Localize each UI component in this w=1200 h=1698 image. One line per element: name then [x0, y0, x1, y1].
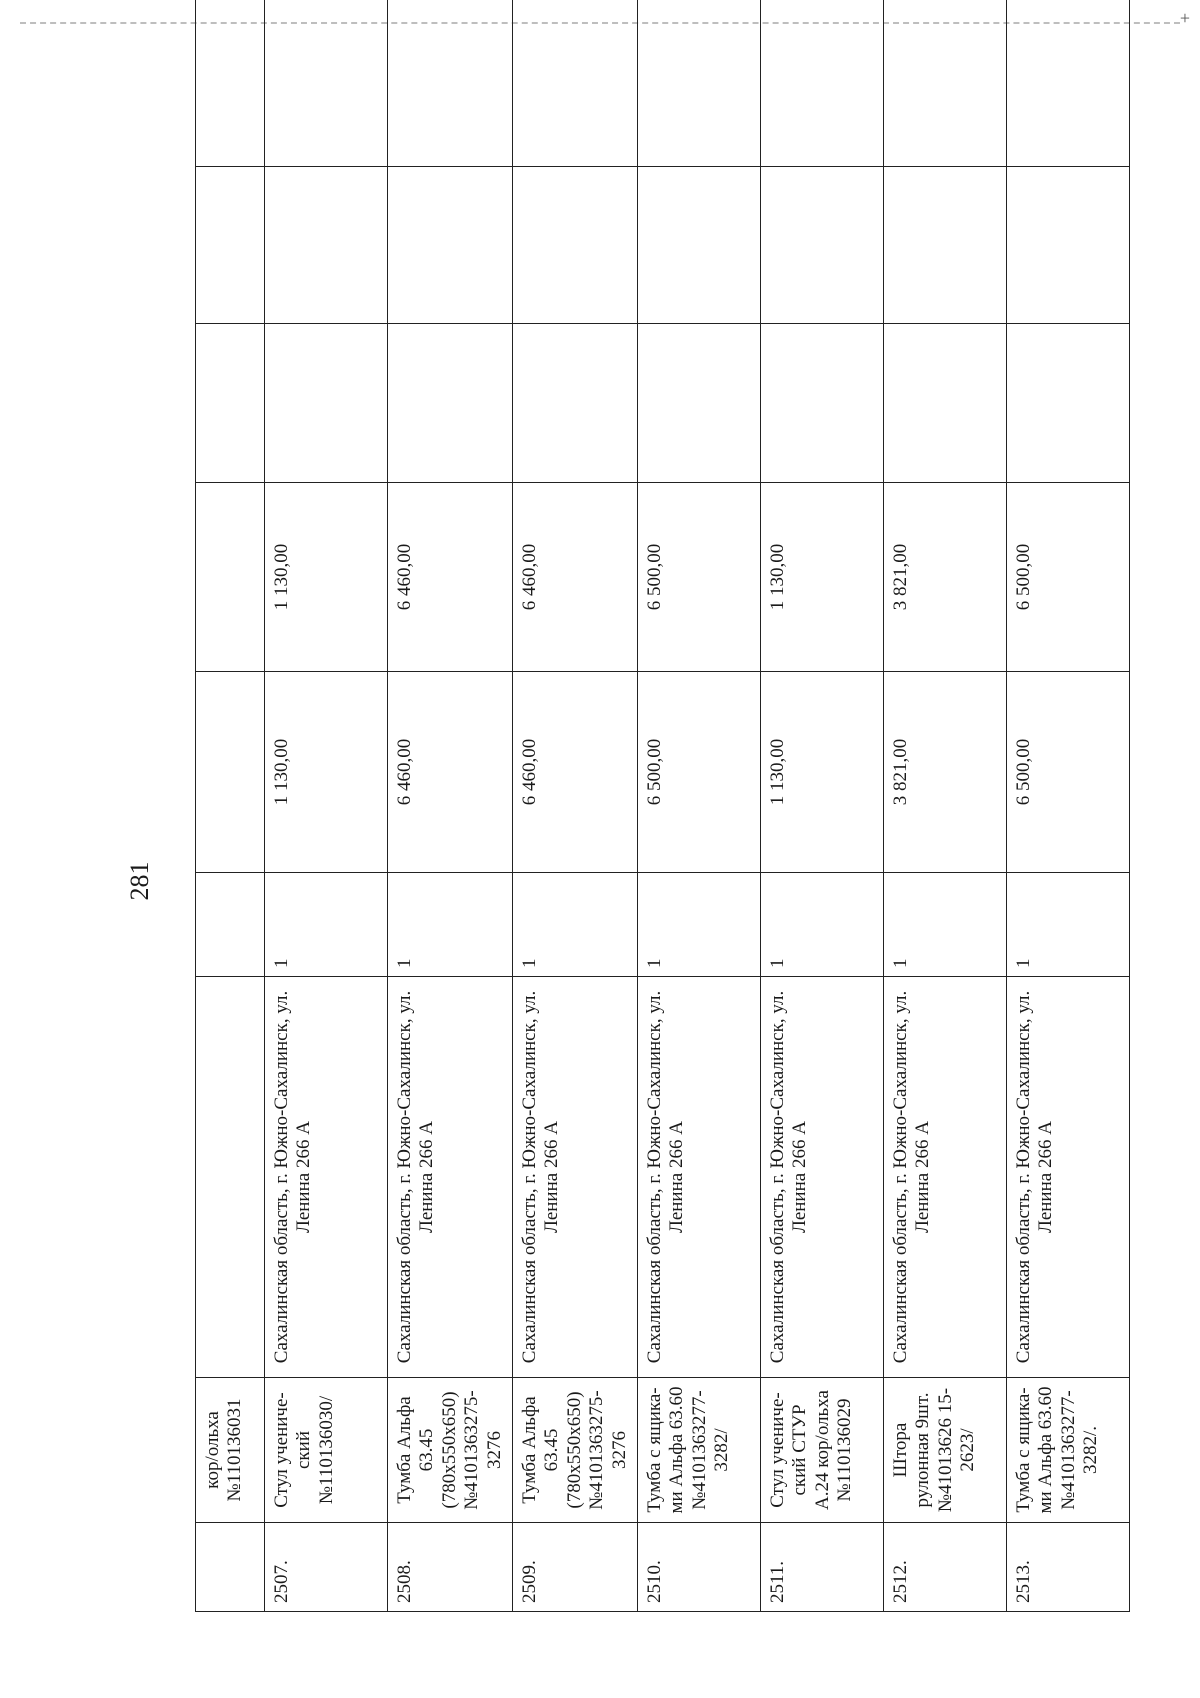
table-row	[265, 0, 388, 1612]
cell-empty	[196, 0, 265, 167]
cell-address: Сахалинская область, г. Южно-Сахалинск, ул. Ленина 266 А	[265, 977, 388, 1378]
table-row-continuation	[196, 0, 265, 1612]
cell-num: 2512.	[884, 1523, 1007, 1612]
cell-empty	[388, 324, 513, 483]
cell-num	[196, 1523, 265, 1612]
cell-empty	[265, 167, 388, 324]
cell-name: Тумба с ящика-ми Альфа 63.60 №4101363277-3282/.	[1007, 1378, 1130, 1523]
cell-qty: 1	[761, 873, 884, 977]
cell-empty	[513, 167, 638, 324]
cell-residual: 3 821,00	[884, 483, 1007, 672]
cell-empty	[196, 324, 265, 483]
cell-residual: 1 130,00	[761, 483, 884, 672]
cell-balance: 3 821,00	[884, 672, 1007, 873]
cell-empty	[388, 167, 513, 324]
cell-empty	[638, 0, 761, 167]
cell-name: Стул учениче-ский СТУР А.24 кор/ольха №110136029	[761, 1378, 884, 1523]
cell-empty	[388, 0, 513, 167]
cell-num: 2509.	[513, 1523, 638, 1612]
cell-name: кор/ольха №110136031	[196, 1378, 265, 1523]
table-row	[1007, 0, 1130, 1612]
cell-balance	[196, 672, 265, 873]
cell-qty: 1	[638, 873, 761, 977]
cell-address: Сахалинская область, г. Южно-Сахалинск, ул. Ленина 266 А	[388, 977, 513, 1378]
cell-name: Тумба с ящика-ми Альфа 63.60 №4101363277-3282/	[638, 1378, 761, 1523]
cell-empty	[513, 324, 638, 483]
cell-empty	[884, 0, 1007, 167]
table-row	[638, 0, 761, 1612]
cell-qty: 1	[265, 873, 388, 977]
cell-name: Штора рулонная 9шт.№41013626 15-2623/	[884, 1378, 1007, 1523]
cell-address: Сахалинская область, г. Южно-Сахалинск, ул. Ленина 266 А	[513, 977, 638, 1378]
cell-qty: 1	[388, 873, 513, 977]
cell-address: Сахалинская область, г. Южно-Сахалинск, ул. Ленина 266 А	[884, 977, 1007, 1378]
cell-name: Тумба Альфа 63.45 (780x550x650) №4101363275-3276	[388, 1378, 513, 1523]
inventory-table	[195, 0, 1130, 1612]
cell-residual: 6 500,00	[1007, 483, 1130, 672]
cell-balance: 6 500,00	[638, 672, 761, 873]
cell-empty	[884, 324, 1007, 483]
cell-empty	[761, 0, 884, 167]
cell-residual: 6 500,00	[638, 483, 761, 672]
cell-empty	[196, 167, 265, 324]
cell-num: 2511.	[761, 1523, 884, 1612]
cell-num: 2510.	[638, 1523, 761, 1612]
cell-qty: 1	[513, 873, 638, 977]
cell-empty	[638, 324, 761, 483]
cell-balance: 6 460,00	[513, 672, 638, 873]
cell-empty	[265, 0, 388, 167]
cell-address: Сахалинская область, г. Южно-Сахалинск, ул. Ленина 266 А	[638, 977, 761, 1378]
table-row	[513, 0, 638, 1612]
cell-empty	[513, 0, 638, 167]
cell-name: Стул учениче-ский №110136030/	[265, 1378, 388, 1523]
cell-balance: 6 460,00	[388, 672, 513, 873]
cell-empty	[1007, 0, 1130, 167]
cell-address: Сахалинская область, г. Южно-Сахалинск, ул. Ленина 266 А	[761, 977, 884, 1378]
cell-balance: 1 130,00	[265, 672, 388, 873]
cell-num: 2507.	[265, 1523, 388, 1612]
cell-empty	[1007, 167, 1130, 324]
cell-num: 2508.	[388, 1523, 513, 1612]
scan-corner-mark: +	[1179, 8, 1190, 28]
cell-balance: 1 130,00	[761, 672, 884, 873]
cell-qty: 1	[884, 873, 1007, 977]
cell-address: Сахалинская область, г. Южно-Сахалинск, ул. Ленина 266 А	[1007, 977, 1130, 1378]
page-number: 281	[125, 861, 154, 901]
cell-residual: 1 130,00	[265, 483, 388, 672]
cell-residual	[196, 483, 265, 672]
table-row	[761, 0, 884, 1612]
inventory-table-rotated	[195, 62, 1107, 1612]
cell-empty	[761, 167, 884, 324]
cell-residual: 6 460,00	[388, 483, 513, 672]
cell-empty	[761, 324, 884, 483]
cell-address	[196, 977, 265, 1378]
cell-residual: 6 460,00	[513, 483, 638, 672]
cell-empty	[1007, 324, 1130, 483]
cell-empty	[884, 167, 1007, 324]
cell-balance: 6 500,00	[1007, 672, 1130, 873]
table-row	[884, 0, 1007, 1612]
table-row	[388, 0, 513, 1612]
cell-empty	[638, 167, 761, 324]
cell-qty: 1	[1007, 873, 1130, 977]
cell-empty	[265, 324, 388, 483]
cell-num: 2513.	[1007, 1523, 1130, 1612]
cell-qty	[196, 873, 265, 977]
cell-name: Тумба Альфа 63.45 (780x550x650) №4101363275-3276	[513, 1378, 638, 1523]
